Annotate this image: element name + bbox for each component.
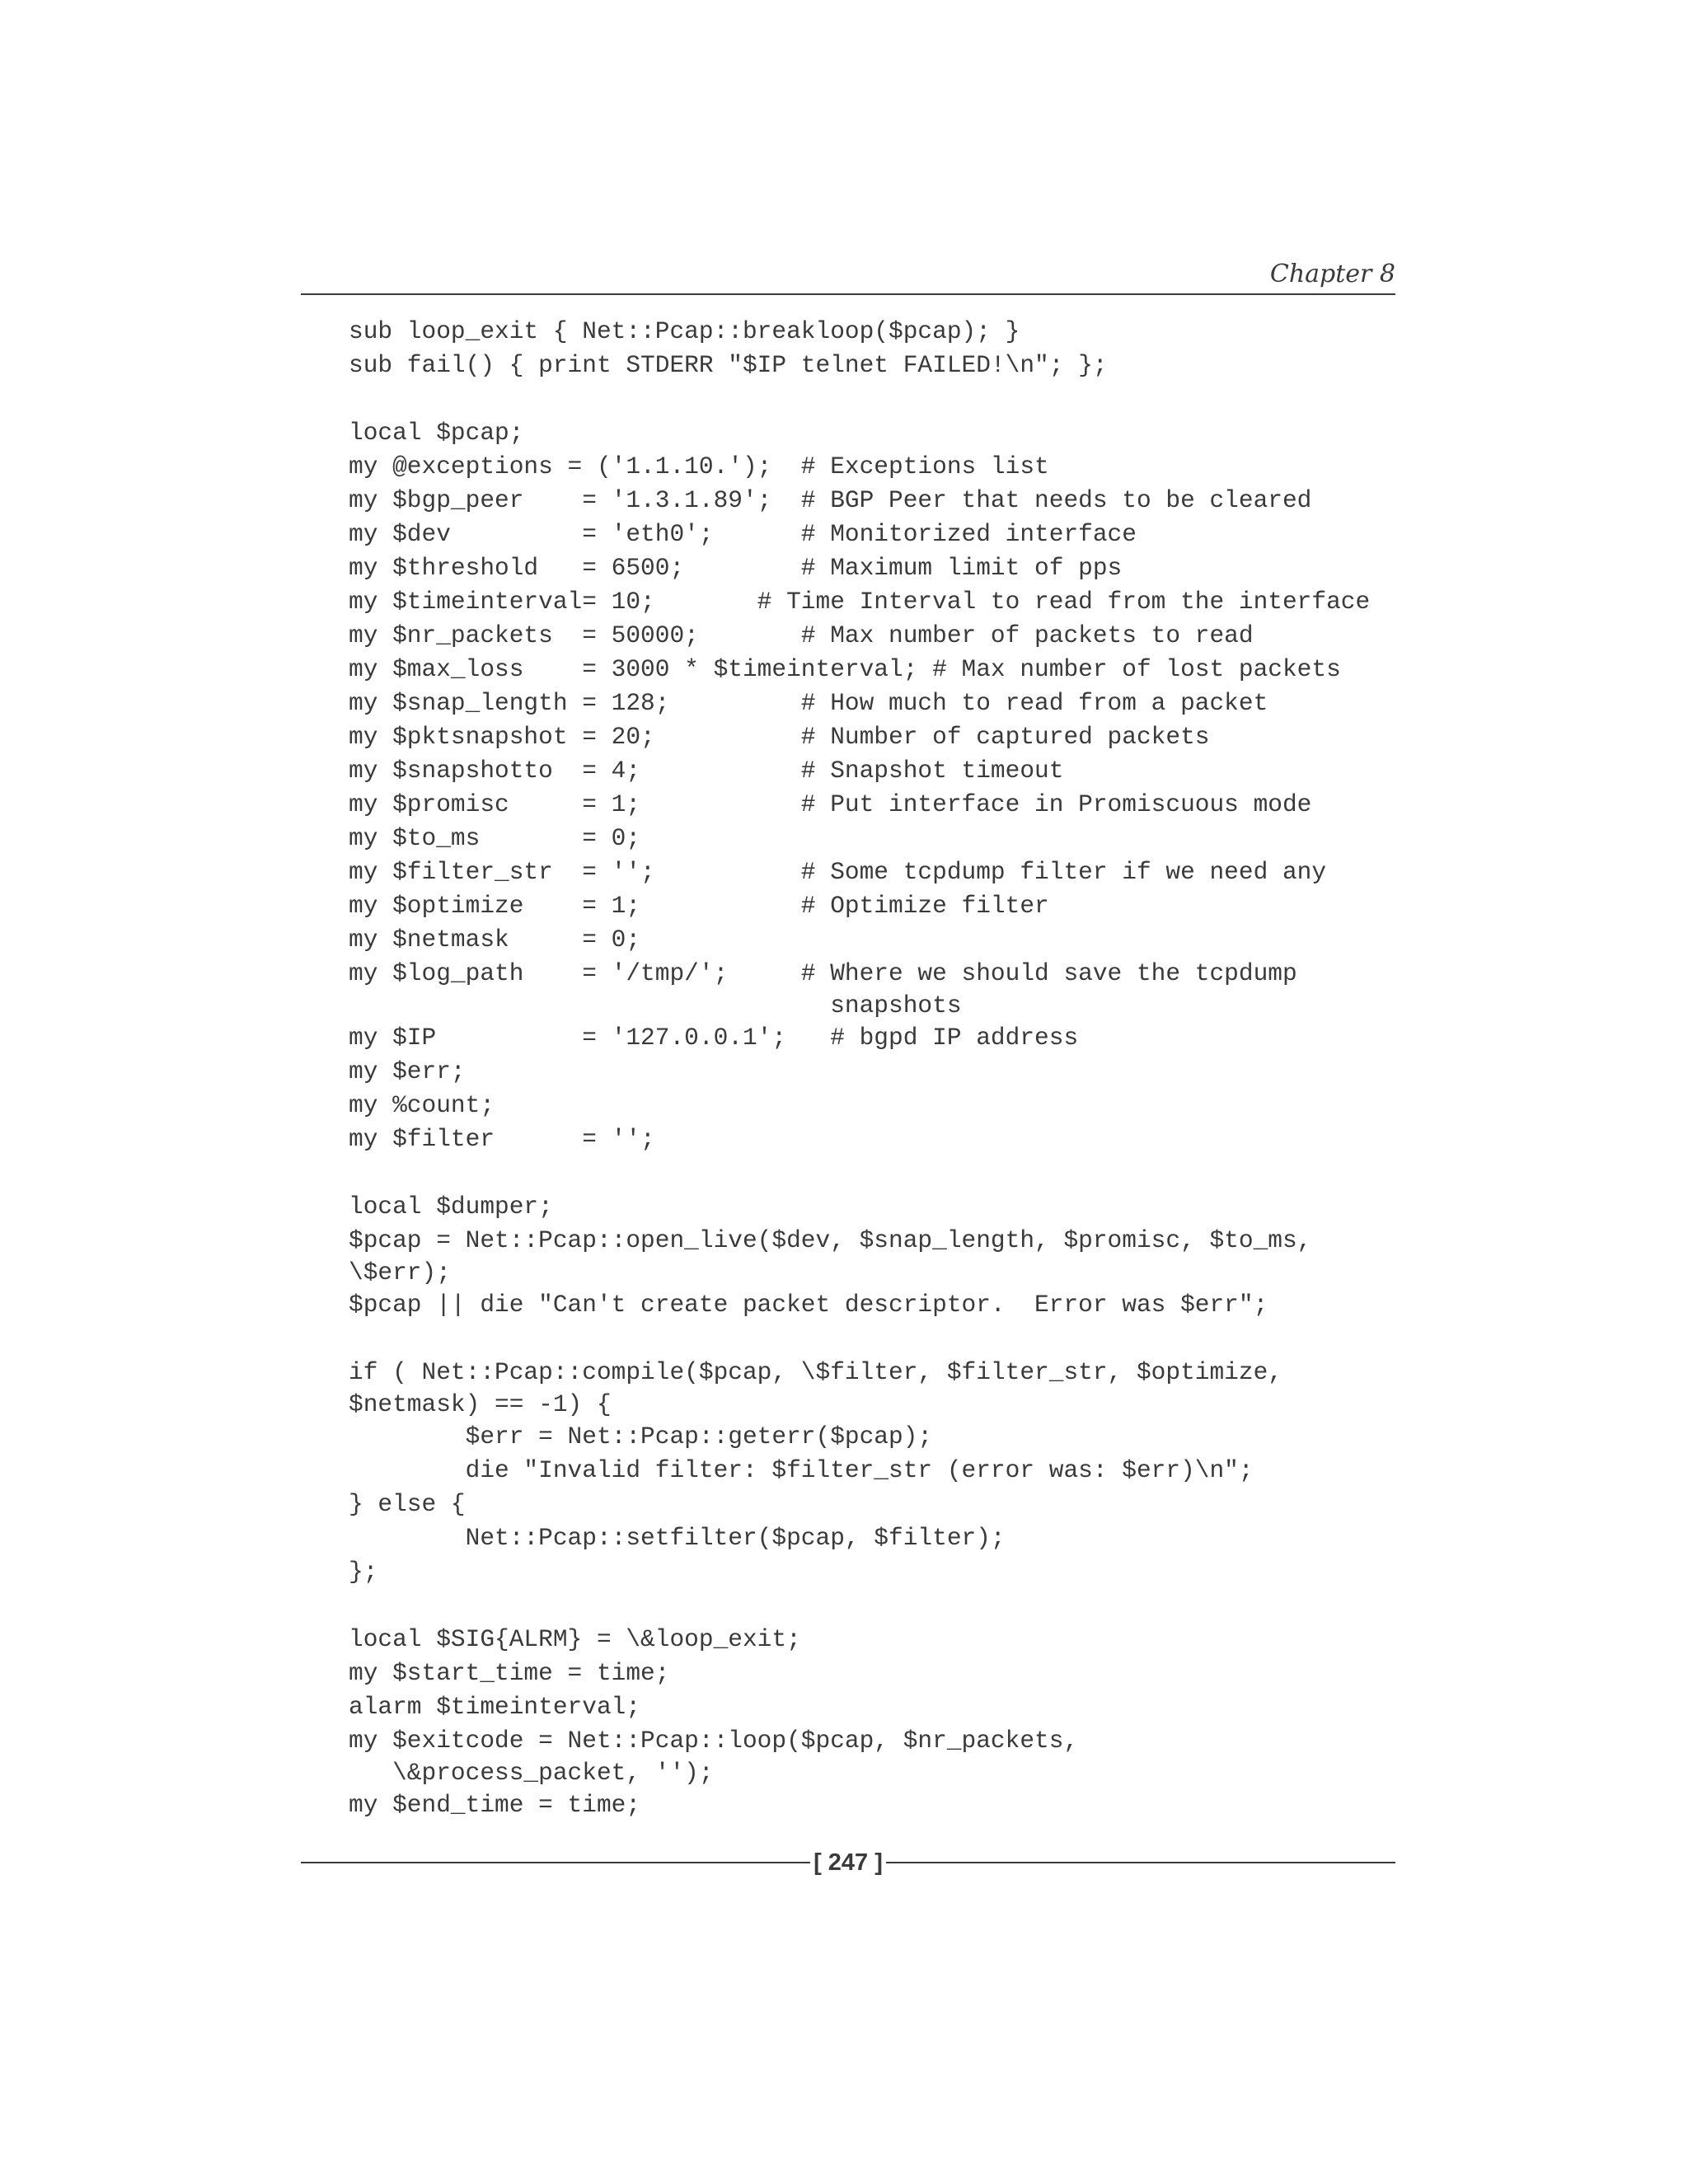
code-line [349, 1589, 1395, 1623]
header-rule [301, 293, 1395, 295]
code-line: my $snap_length = 128; # How much to read from a packet [349, 689, 1268, 717]
code-line: my $optimize = 1; # Optimize filter [349, 892, 1049, 920]
code-line: local $SIG{ALRM} = \&loop_exit; [349, 1625, 801, 1653]
code-line: my $start_time = time; [349, 1659, 670, 1687]
code-line: sub loop_exit { Net::Pcap::breakloop($pcap); } [349, 317, 1020, 345]
code-line: my $nr_packets = 50000; # Max number of packets to read [349, 621, 1254, 649]
code-line: my $filter = ''; [349, 1125, 655, 1153]
code-line [349, 1322, 1395, 1356]
page-number: [ 247 ] [814, 1849, 883, 1876]
code-line: my $netmask = 0; [349, 926, 641, 954]
code-line: my $max_loss = 3000 * $timeinterval; # Max number of lost packets [349, 655, 1341, 683]
code-line: my $err; [349, 1057, 466, 1085]
code-line: $err = Net::Pcap::geterr($pcap); [349, 1422, 933, 1451]
code-line: alarm $timeinterval; [349, 1693, 641, 1721]
code-line: $pcap = Net::Pcap::open_live($dev, $snap_length, $promisc, $to_ms, [349, 1226, 1312, 1254]
code-line: my $timeinterval= 10; # Time Interval to read from the interface [349, 588, 1371, 616]
code-line: my $dev = 'eth0'; # Monitorized interface [349, 520, 1137, 548]
footer-rule-right [886, 1862, 1395, 1863]
chapter-title: Chapter 8 [1269, 260, 1395, 288]
code-line: $netmask) == -1) { [349, 1390, 612, 1418]
code-line [349, 382, 1395, 416]
code-line: my $IP = '127.0.0.1'; # bgpd IP address [349, 1024, 1079, 1052]
code-line: local $dumper; [349, 1193, 553, 1221]
code-line: my $filter_str = ''; # Some tcpdump filter if we need any [349, 858, 1327, 886]
code-line: snapshots [349, 991, 962, 1019]
code-line: my $log_path = '/tmp/'; # Where we should save the tcpdump [349, 959, 1297, 987]
code-line [349, 1156, 1395, 1190]
code-line: my $to_ms = 0; [349, 824, 641, 852]
code-line: }; [349, 1558, 378, 1586]
code-line: my $threshold = 6500; # Maximum limit of pps [349, 554, 1123, 582]
code-line: \&process_packet, ''); [349, 1759, 714, 1787]
running-header [301, 260, 1395, 293]
code-line: my $exitcode = Net::Pcap::loop($pcap, $nr_packets, [349, 1727, 1079, 1755]
code-line: my $end_time = time; [349, 1791, 641, 1819]
code-line: my %count; [349, 1091, 495, 1119]
code-line: } else { [349, 1490, 466, 1518]
code-line: local $pcap; [349, 419, 524, 447]
code-line: Net::Pcap::setfilter($pcap, $filter); [349, 1524, 1006, 1552]
code-line: my $snapshotto = 4; # Snapshot timeout [349, 757, 1064, 785]
code-line: my @exceptions = ('1.1.10.'); # Exceptions list [349, 452, 1049, 480]
code-line: my $bgp_peer = '1.3.1.89'; # BGP Peer that needs to be cleared [349, 486, 1312, 514]
code-line: \$err); [349, 1258, 451, 1286]
page-footer [301, 1846, 1395, 1879]
code-line: sub fail() { print STDERR "$IP telnet FAILED!\n"; }; [349, 351, 1108, 379]
code-line: die "Invalid filter: $filter_str (error was: $err)\n"; [349, 1456, 1254, 1484]
code-line: $pcap || die "Can't create packet descriptor. Error was $err"; [349, 1291, 1268, 1319]
code-line: my $promisc = 1; # Put interface in Promiscuous mode [349, 790, 1312, 818]
code-line: my $pktsnapshot = 20; # Number of captured packets [349, 723, 1210, 751]
code-line: if ( Net::Pcap::compile($pcap, \$filter, $filter_str, $optimize, [349, 1358, 1282, 1386]
code-listing [349, 315, 1395, 1822]
